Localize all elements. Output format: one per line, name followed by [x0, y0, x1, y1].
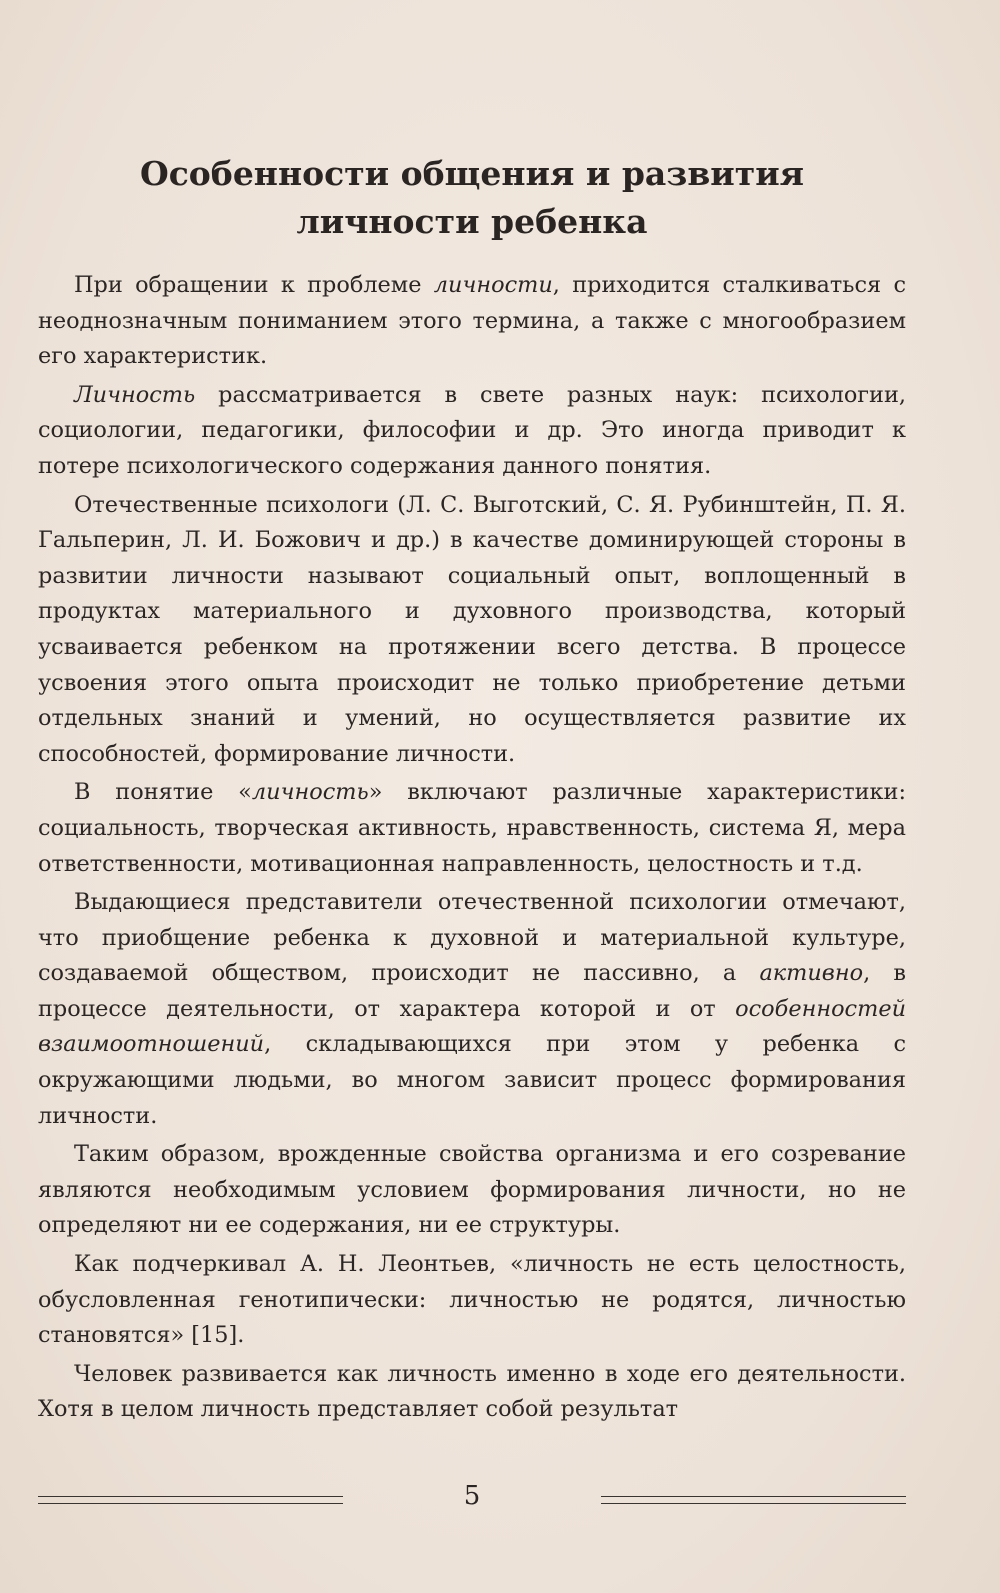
paragraph-text: При обращении к проблеме [74, 272, 434, 298]
paragraph-text: » включают различные характеристики: социальность, творческая активность, нравственность, система Я, мера ответственности, мотивационная направленность, целостность и т.д. [38, 779, 906, 877]
chapter-title [38, 150, 906, 246]
paragraph-text: Отечественные психологи (Л. С. Выготский, С. Я. Рубинштейн, П. Я. Гальперин, Л. И. Божович и др.) в качестве доминирующей стороны в развитии личности называют социальный опыт, воплощенный в продуктах материального и духовного производства, который усваивается ребенком на протяжении всего детства. В процессе усвоения этого опыта происходит не только приобретение детьми отдельных знаний и умений, но осуществляется развитие их способностей, формирование личности. [38, 491, 906, 767]
paragraph-7 [38, 1247, 906, 1354]
footer-rule-right [601, 1496, 906, 1504]
emphasis-text: особенностей взаимоотношений [38, 995, 906, 1058]
paragraph-4 [38, 775, 906, 882]
chapter-title-line-2: личности ребенка [296, 202, 648, 241]
paragraph-text: Человек развивается как личность именно в ходе его деятельности. Хотя в целом личность представляет собой результат [38, 1360, 906, 1423]
paragraph-text: рассматривается в свете разных наук: психологии, социологии, педагогики, философии и др. Это иногда приводит к потере психологического содержания данного понятия. [38, 381, 906, 479]
chapter-title-line-1: Особенности общения и развития [139, 154, 805, 193]
emphasis-text: личность [251, 779, 369, 806]
paragraph-text: , в процессе деятельности, от характера которой и от [38, 960, 906, 1022]
emphasis-text: активно [759, 960, 864, 987]
paragraph-6 [38, 1137, 906, 1244]
emphasis-text: личности [433, 272, 553, 298]
paragraph-2 [38, 378, 906, 485]
emphasis-text: Личность [74, 381, 196, 408]
paragraph-text: , приходится сталкиваться с неоднозначным пониманием этого термина, а также с многообразием его характеристик. [38, 272, 906, 370]
paragraph-text: Как подчеркивал А. Н. Леонтьев, «личность не есть целостность, обусловленная генотипически: личностью не родятся, личностью становятся» [15]. [38, 1251, 906, 1349]
paragraph-3 [38, 488, 906, 773]
page-footer [38, 1476, 906, 1516]
paragraph-text: , складывающихся при этом у ребенка с окружающими людьми, во многом зависит процесс формирования личности. [38, 1031, 906, 1129]
paragraph-8 [38, 1357, 906, 1428]
paragraph-1 [38, 268, 906, 375]
paragraph-text: Выдающиеся представители отечественной психологии отмечают, что приобщение ребенка к духовной и материальной культуре, создаваемой обществом, происходит не пассивно, а [38, 889, 906, 987]
paragraph-text: В понятие « [74, 779, 252, 806]
paragraph-text: Таким образом, врожденные свойства организма и его созревание являются необходимым условием формирования личности, но не определяют ни ее содержания, ни ее структуры. [38, 1141, 906, 1239]
page-number: 5 [463, 1481, 481, 1511]
paragraph-5 [38, 885, 906, 1134]
page-content [38, 150, 906, 1431]
